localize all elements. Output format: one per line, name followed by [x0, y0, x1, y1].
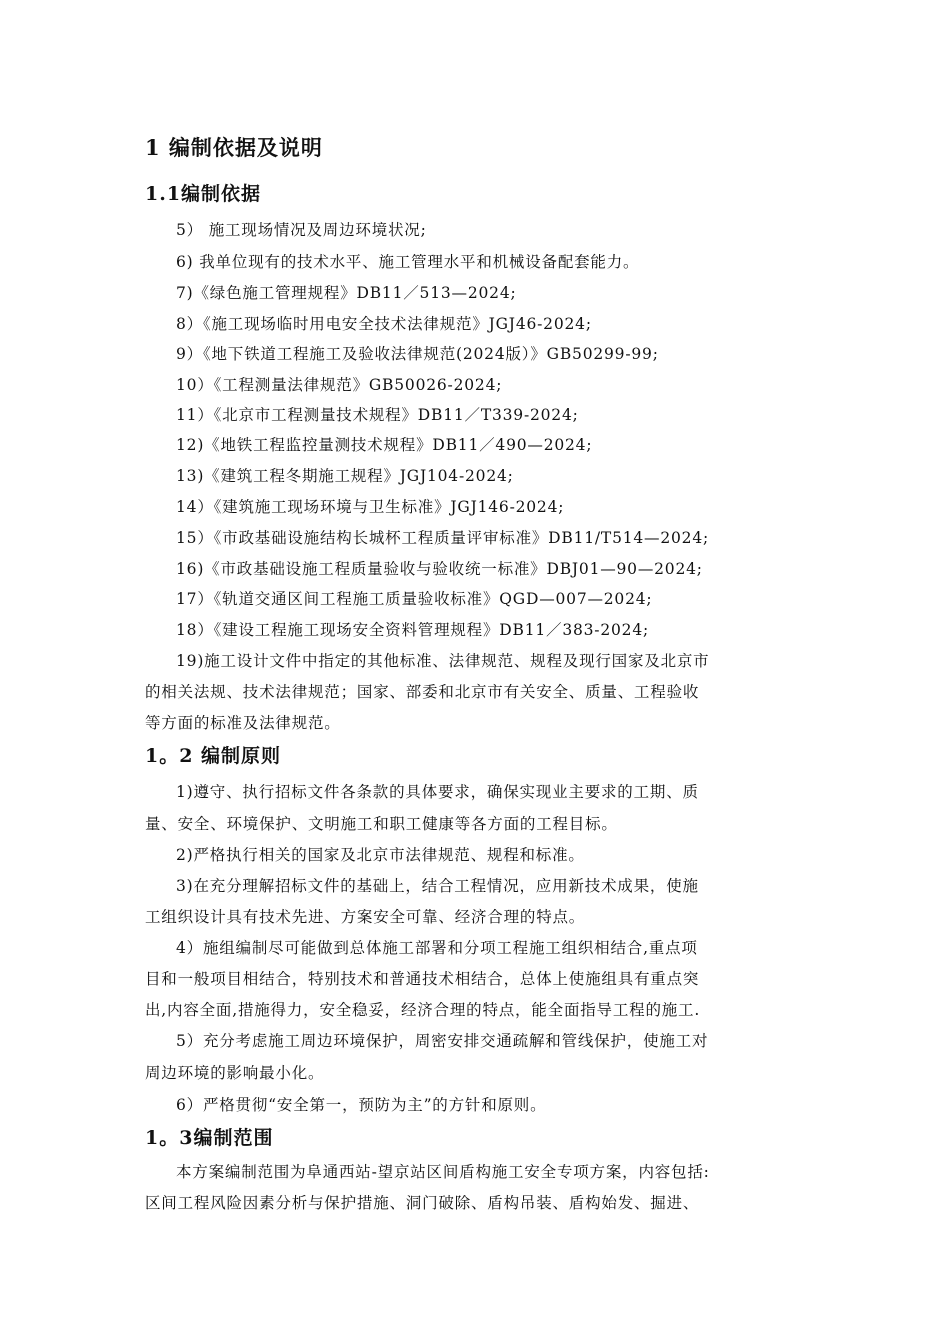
principle-2: 2)严格执行相关的国家及北京市法律规范、规程和标准。	[176, 846, 585, 864]
section-1-3-heading: 1。3编制范围	[145, 1127, 274, 1149]
principle-4-line-2: 目和一般项目相结合，特别技术和普通技术相结合，总体上使施组具有重点突	[145, 970, 700, 988]
principle-4-line-1: 4）施组编制尽可能做到总体施工部署和分项工程施工组织相结合,重点项	[176, 939, 698, 957]
basis-item-13: 13)《建筑工程冬期施工规程》JGJ104-2024;	[176, 467, 514, 485]
basis-item-15: 15）《市政基础设施结构长城杯工程质量评审标准》DB11/T514—2024;	[176, 529, 710, 547]
principle-1-line-1: 1)遵守、执行招标文件各条款的具体要求，确保实现业主要求的工期、质	[176, 783, 699, 801]
basis-item-18: 18）《建设工程施工现场安全资料管理规程》DB11／383-2024;	[176, 621, 650, 639]
basis-item-19-line-2: 的相关法规、技术法律规范；国家、部委和北京市有关安全、质量、工程验收	[145, 683, 700, 701]
basis-item-12: 12)《地铁工程监控量测技术规程》DB11／490—2024;	[176, 436, 593, 454]
section-1-heading: 1 编制依据及说明	[145, 135, 323, 160]
principle-6: 6）严格贯彻“安全第一，预防为主”的方针和原则。	[176, 1096, 547, 1114]
basis-item-7: 7)《绿色施工管理规程》DB11／513—2024;	[176, 284, 517, 302]
principle-1-line-2: 量、安全、环境保护、文明施工和职工健康等各方面的工程目标。	[145, 815, 618, 833]
basis-item-19-line-1: 19)施工设计文件中指定的其他标准、法律规范、规程及现行国家及北京市	[176, 652, 710, 670]
basis-item-8: 8）《施工现场临时用电安全技术法律规范》JGJ46-2024;	[176, 315, 592, 333]
basis-item-14: 14）《建筑施工现场环境与卫生标准》JGJ146-2024;	[176, 498, 565, 516]
basis-item-16: 16)《市政基础设施工程质量验收与验收统一标准》DBJ01—90—2024;	[176, 560, 703, 578]
scope-line-2: 区间工程风险因素分析与保护措施、洞门破除、盾构吊装、盾构始发、掘进、	[145, 1194, 700, 1212]
basis-item-17: 17）《轨道交通区间工程施工质量验收标准》QGD—007—2024;	[176, 590, 653, 608]
basis-item-9: 9）《地下铁道工程施工及验收法律规范(2024版）》GB50299-99;	[176, 345, 659, 363]
basis-item-11: 11）《北京市工程测量技术规程》DB11／T339-2024;	[176, 406, 579, 424]
principle-3-line-1: 3)在充分理解招标文件的基础上，结合工程情况，应用新技术成果，使施	[176, 877, 699, 895]
principle-3-line-2: 工组织设计具有技术先进、方案安全可靠、经济合理的特点。	[145, 908, 586, 926]
principle-5-line-1: 5）充分考虑施工周边环境保护，周密安排交通疏解和管线保护，使施工对	[176, 1032, 709, 1050]
section-1-2-heading: 1。2 编制原则	[145, 745, 282, 767]
scope-line-1: 本方案编制范围为阜通西站-望京站区间盾构施工安全专项方案，内容包括:	[176, 1163, 710, 1181]
basis-item-10: 10）《工程测量法律规范》GB50026-2024;	[176, 376, 503, 394]
principle-4-line-3: 出,内容全面,措施得力，安全稳妥，经济合理的特点，能全面指导工程的施工.	[145, 1001, 701, 1019]
principle-5-line-2: 周边环境的影响最小化。	[145, 1064, 325, 1082]
basis-item-5: 5） 施工现场情况及周边环境状况;	[176, 221, 427, 239]
basis-item-19-line-3: 等方面的标准及法律规范。	[145, 714, 341, 732]
section-1-1-heading: 1.1编制依据	[145, 183, 262, 205]
basis-item-6: 6) 我单位现有的技术水平、施工管理水平和机械设备配套能力。	[176, 253, 640, 271]
